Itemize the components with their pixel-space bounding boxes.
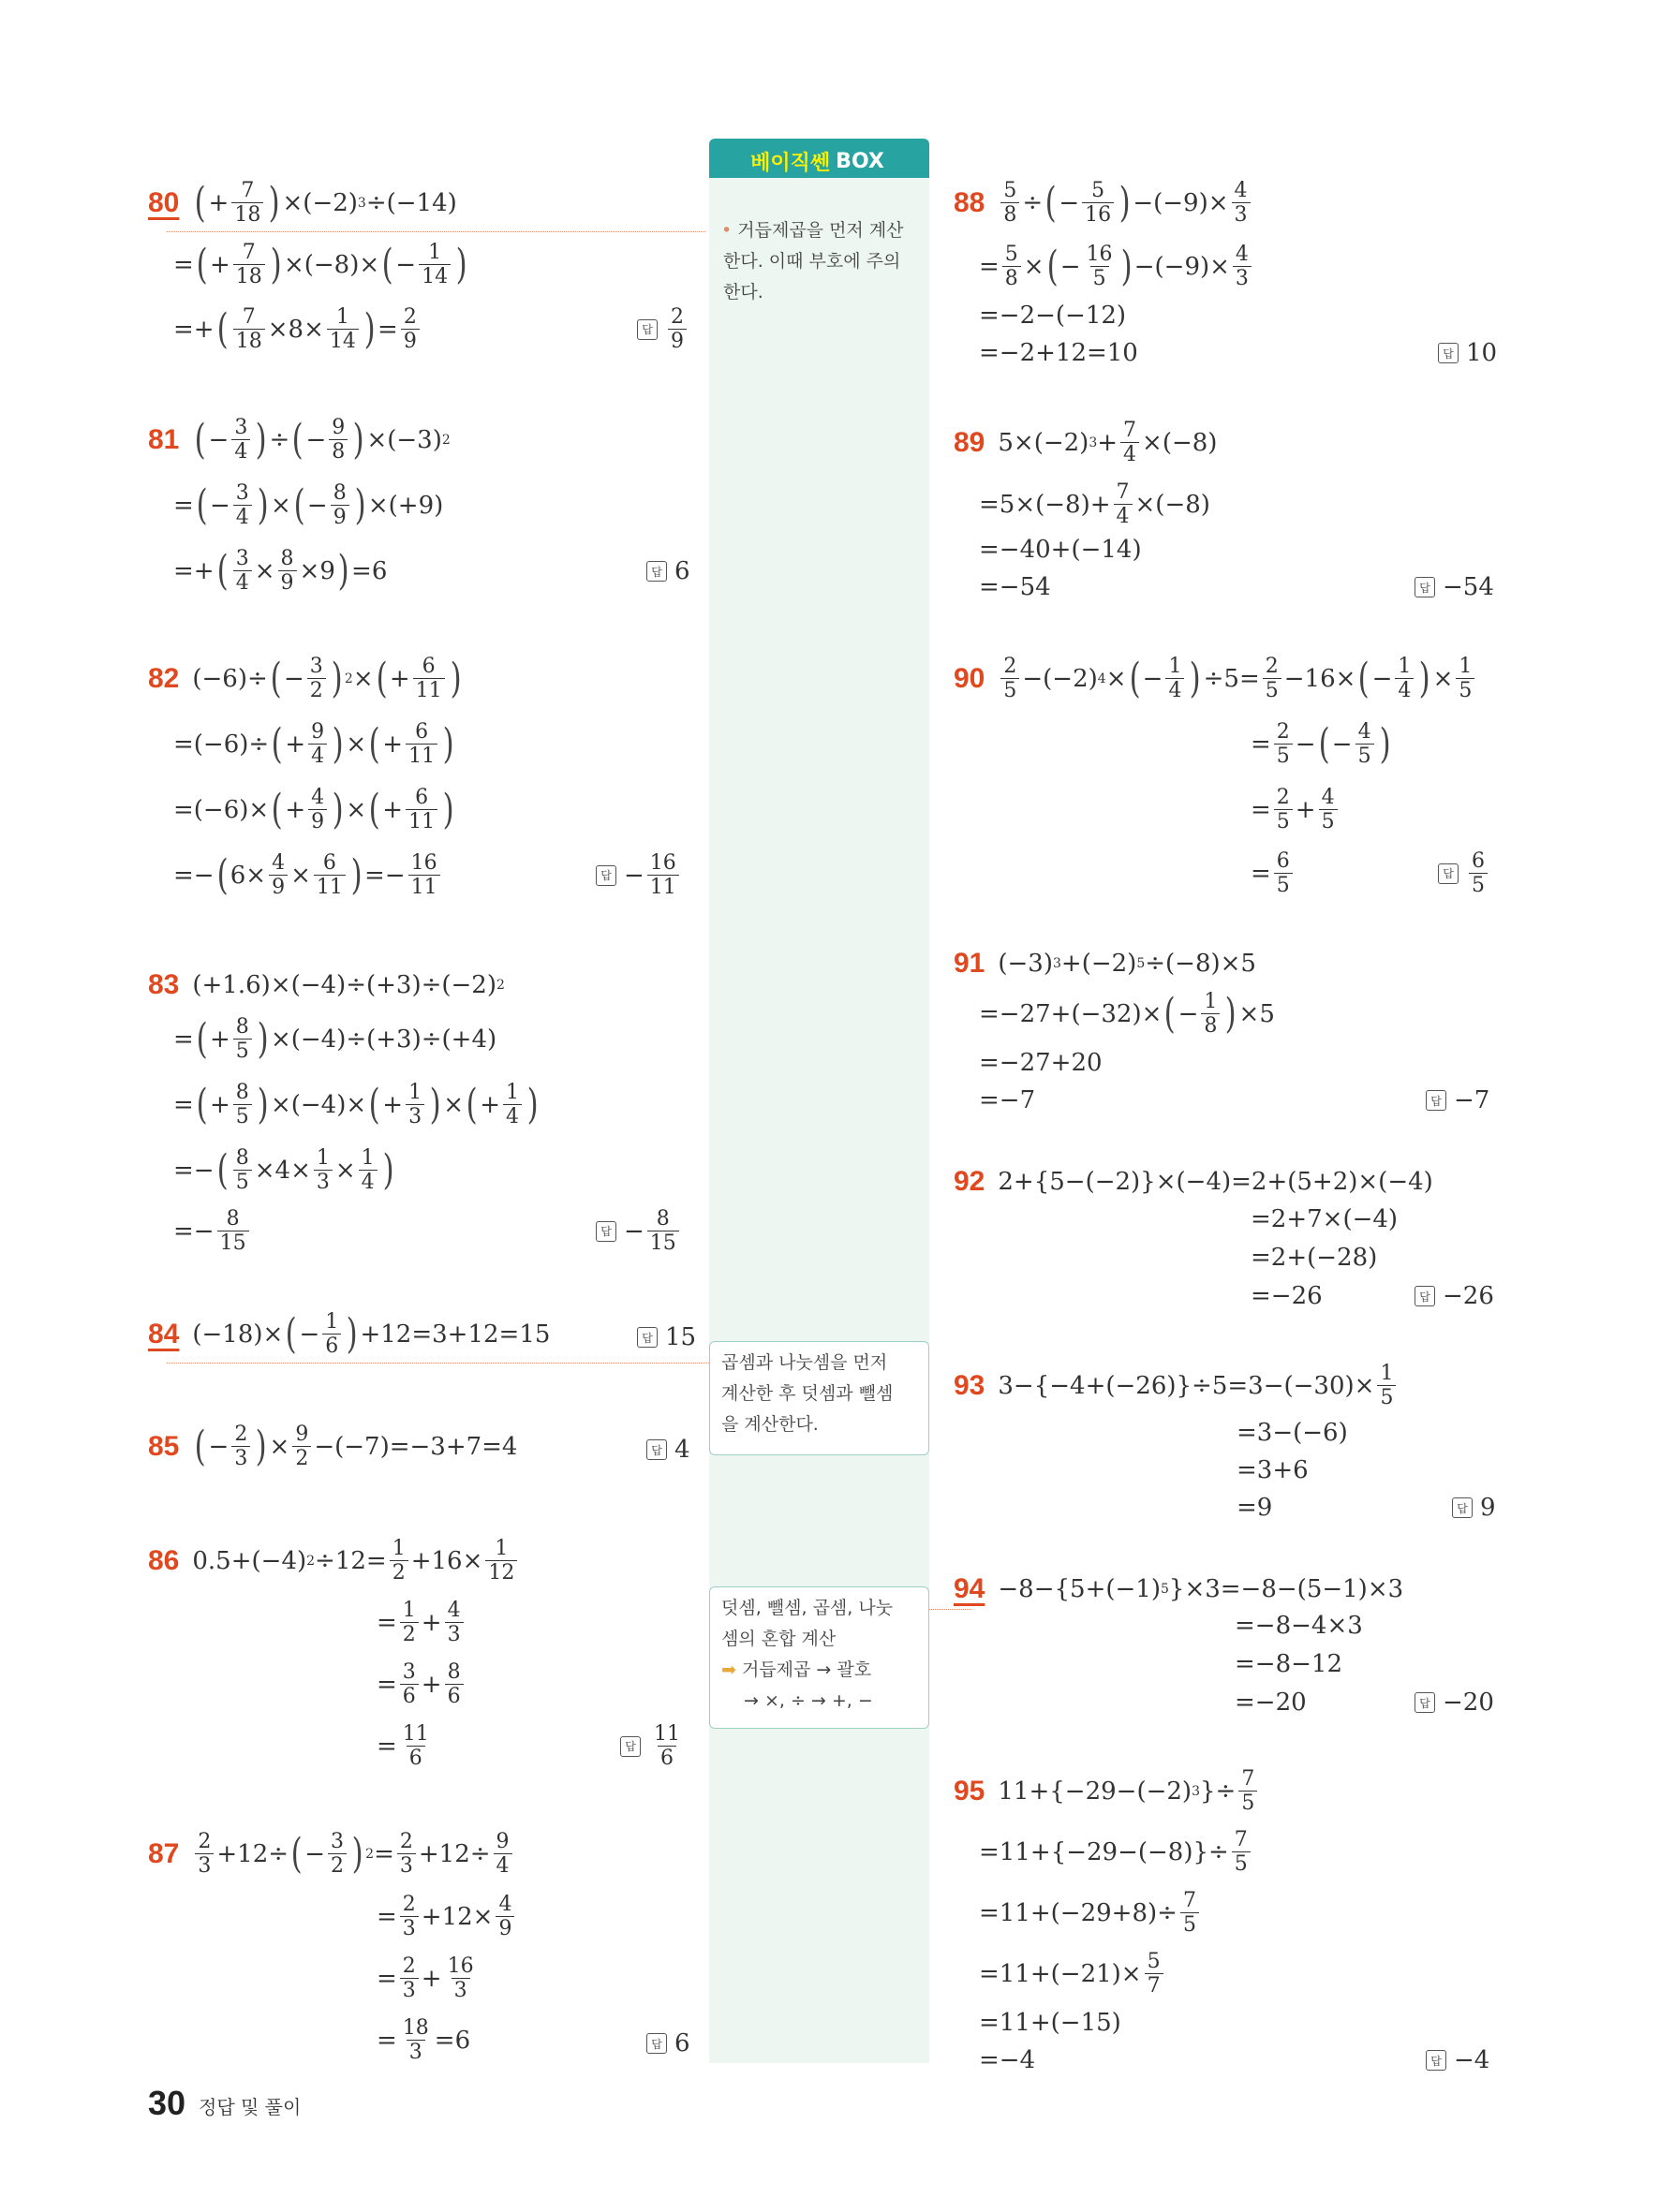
p82-line3: =(−6)× ( + $\frac{4}{9}$ ) × ( + $\frac{6}{11}$ ) [173, 785, 454, 834]
answer-value: −54 [1443, 573, 1494, 601]
answer-icon: 답 [596, 1221, 616, 1242]
p87-line3: = $\frac{2}{3}$ + $\frac{16}{3}$ [377, 1954, 474, 2003]
problem-number: 91 [954, 948, 985, 979]
p81-line3: =+ ( $\frac{3}{4}$ × $\frac{8}{9}$ ×9 ) =6 [173, 546, 388, 596]
problem-number: 80 [148, 186, 180, 218]
page-number: 30 [148, 2084, 186, 2122]
p88-line1: 88 $\frac{5}{8}$ ÷ ( − $\frac{5}{16}$ ) −(−9)× $\frac{4}{3}$ [954, 180, 1253, 226]
answer-icon: 답 [646, 1439, 667, 1460]
p94-line4: =−20 [1235, 1688, 1307, 1717]
p91-line2: =−27+(−32)× ( − $\frac{1}{8}$ ) ×5 [979, 989, 1275, 1039]
leader-80 [167, 231, 705, 232]
p92-line3: =2+(−28) [1251, 1244, 1378, 1272]
p83-line2: = ( + $\frac{8}{5}$ ) ×(−4)÷(+3)÷(+4) [173, 1014, 497, 1064]
problem-number: 86 [148, 1544, 180, 1576]
p91-line1: 91 (−3) 3 +(−2) 5 ÷(−8)×5 [954, 948, 1256, 979]
p93-line1: 93 3−{−4+(−26)}÷5=3−(−30)× $\frac{1}{5}$ [954, 1363, 1399, 1408]
p90-line4: = $\frac{6}{5}$ [1251, 850, 1296, 896]
answer-value: 6 [674, 2029, 690, 2057]
answer-value: −4 [1454, 2046, 1490, 2074]
answer-value: 4 [674, 1436, 690, 1464]
answer-icon: 답 [1415, 1692, 1435, 1713]
p90-line2: = $\frac{2}{5}$ − ( − $\frac{4}{5}$ ) [1251, 719, 1391, 769]
answer-value: 10 [1466, 339, 1498, 367]
arrow-icon: ➡ [721, 1659, 736, 1680]
answer-value: 9 [1480, 1494, 1496, 1522]
p89-line4: =−54 [979, 573, 1051, 601]
note-80-line1: 거듭제곱을 먼저 계산 [737, 220, 904, 241]
p81-line1: 81 ( − $\frac{3}{4}$ ) ÷ ( − $\frac{9}{8}$ ) ×(−3) 2 [148, 415, 451, 465]
answer-88 [1438, 339, 1497, 367]
note-80-line3: 한다. [723, 282, 763, 302]
p86-line3: = $\frac{3}{6}$ + $\frac{8}{6}$ [377, 1661, 467, 1707]
note-80-line2: 한다. 이때 부호에 주의 [723, 251, 901, 272]
note-94-line3: 거듭제곱 → 괄호 [741, 1659, 872, 1680]
sidebar-box [709, 157, 929, 2063]
answer-icon: 답 [1426, 2050, 1446, 2071]
answer-value: −26 [1443, 1282, 1494, 1310]
answer-value: −7 [1454, 1086, 1490, 1114]
answer-85 [646, 1436, 690, 1464]
problem-number: 85 [148, 1430, 180, 1462]
note-84 [709, 1341, 929, 1455]
p83-line5: =− $\frac{8}{15}$ [173, 1208, 252, 1254]
p90-line3: = $\frac{2}{5}$ + $\frac{4}{5}$ [1251, 787, 1341, 833]
p83-line3: = ( + $\frac{8}{5}$ ) ×(−4)× ( + $\frac{1}{3}$ ) × ( + $\frac{1}{4}$ ) [173, 1080, 539, 1129]
p92-line4: =−26 [1251, 1282, 1323, 1310]
problem-number: 93 [954, 1369, 985, 1401]
p93-line4: =9 [1237, 1494, 1273, 1522]
p92-line2: =2+7×(−4) [1251, 1205, 1399, 1233]
p83-line4: =− ( $\frac{8}{5}$ ×4× $\frac{1}{3}$ × $\frac{1}{4}$ ) [173, 1145, 394, 1195]
p87-line1: 87 $\frac{2}{3}$ +12÷ ( − $\frac{3}{2}$ ) 2 = $\frac{2}{3}$ +12÷ $\frac{9}{4}$ [148, 1831, 515, 1877]
answer-95 [1426, 2046, 1489, 2074]
p82-line2: =(−6)÷ ( + $\frac{9}{4}$ ) × ( + $\frac{6}{11}$ ) [173, 719, 454, 769]
answer-86: 답 $\frac{11}{6}$ [620, 1723, 686, 1769]
answer-83: 답 − $\frac{8}{15}$ [596, 1208, 682, 1254]
answer-icon: 답 [1415, 577, 1435, 597]
leader-94 [929, 1609, 971, 1610]
answer-icon: 답 [1438, 863, 1459, 884]
problem-number: 83 [148, 969, 180, 1000]
footer-label: 정답 및 풀이 [199, 2096, 302, 2118]
answer-icon: 답 [620, 1736, 641, 1757]
p89-line2: =5×(−8)+ $\frac{7}{4}$ ×(−8) [979, 480, 1210, 529]
answer-81 [646, 557, 690, 585]
p91-line4: =−7 [979, 1086, 1036, 1114]
problem-number: 89 [954, 426, 985, 458]
p91-line3: =−27+20 [979, 1049, 1103, 1077]
answer-82: 답 − $\frac{16}{11}$ [596, 852, 682, 898]
p87-line4: = $\frac{18}{3}$ =6 [377, 2016, 471, 2065]
p86-line1: 86 0.5+(−4) 2 ÷12= $\frac{1}{2}$ +16× $\frac{1}{12}$ [148, 1538, 520, 1584]
answer-87 [646, 2029, 690, 2057]
answer-92 [1415, 1282, 1494, 1310]
p85-line1: 85 ( − $\frac{2}{3}$ ) × $\frac{9}{2}$ −(−7)=−3+7=4 [148, 1422, 518, 1471]
answer-icon: 답 [1438, 343, 1459, 363]
box-title [740, 144, 895, 178]
p95-line4: =11+(−21)× $\frac{5}{7}$ [979, 1951, 1166, 1997]
p89-line1: 89 5×(−2) 3 + $\frac{7}{4}$ ×(−8) [954, 419, 1218, 467]
answer-icon: 답 [1415, 1286, 1435, 1306]
p92-line1: 92 2+{5−(−2)}×(−4)=2+(5+2)×(−4) [954, 1166, 1433, 1197]
note-94-line1: 덧셈, 뺄셈, 곱셈, 나눗 [721, 1598, 894, 1618]
p94-line2: =−8−4×3 [1235, 1612, 1363, 1640]
answer-90: 답 $\frac{6}{5}$ [1438, 850, 1490, 896]
p90-line1: 90 $\frac{2}{5}$ −(−2) 4 × ( − $\frac{1}{4}$ ) ÷5= $\frac{2}{5}$ −16× ( − $\frac{1}{4}$ ) × $\frac{1}{5}$ [954, 656, 1477, 701]
answer-icon: 답 [646, 561, 667, 582]
answer-icon: 답 [637, 319, 658, 340]
answer-value: 6 [674, 557, 690, 585]
answer-icon: 답 [596, 865, 616, 886]
note-84-line2: 계산한 후 덧셈과 뺄셈 [721, 1383, 894, 1404]
box-title-korean: 베이직쎈 [750, 151, 831, 175]
note-94 [709, 1586, 929, 1729]
p95-line2: =11+{−29−(−8)}÷ $\frac{7}{5}$ [979, 1829, 1253, 1875]
leader-84 [167, 1363, 709, 1364]
p93-line2: =3−(−6) [1237, 1419, 1348, 1447]
note-94-line4: → ×, ÷ → +, − [744, 1690, 873, 1711]
p94-line3: =−8−12 [1235, 1650, 1342, 1678]
answer-icon: 답 [1452, 1497, 1473, 1518]
p88-line4: =−2+12=10 [979, 339, 1138, 367]
p89-line3: =−40+(−14) [979, 536, 1142, 564]
p94-line1: 94 −8−{5+(−1) 5 }×3=−8−(5−1)×3 [954, 1573, 1404, 1604]
answer-value: −20 [1443, 1688, 1494, 1717]
p93-line3: =3+6 [1237, 1456, 1309, 1484]
problem-number: 90 [954, 662, 985, 694]
problem-number: 87 [148, 1837, 180, 1869]
p84-line1: 84 (−18)× ( − $\frac{1}{6}$ ) +12=3+12=15 [148, 1309, 551, 1359]
problem-number: 95 [954, 1775, 985, 1806]
answer-84 [637, 1323, 696, 1351]
problem-number: 82 [148, 662, 180, 694]
p81-line2: = ( − $\frac{3}{4}$ ) × ( − $\frac{8}{9}$ ) ×(+9) [173, 480, 444, 530]
answer-icon: 답 [1426, 1090, 1446, 1111]
problem-number: 92 [954, 1166, 985, 1197]
problem-number: 84 [148, 1318, 180, 1349]
note-84-line3: 을 계산한다. [721, 1414, 819, 1435]
p82-line1: 82 (−6)÷ ( − $\frac{3}{2}$ ) 2 × ( + $\frac{6}{11}$ ) [148, 654, 462, 703]
answer-93 [1452, 1494, 1496, 1522]
p87-line2: = $\frac{2}{3}$ +12× $\frac{4}{9}$ [377, 1894, 517, 1939]
p95-line1: 95 11+{−29−(−2) 3 }÷ $\frac{7}{5}$ [954, 1768, 1260, 1814]
answer-91 [1426, 1086, 1489, 1114]
p80-line2: = ( + $\frac{7}{18}$ ) ×(−8)× ( − $\frac{1}{14}$ ) [173, 240, 467, 289]
answer-icon: 답 [646, 2033, 667, 2054]
p95-line5: =11+(−15) [979, 2009, 1121, 2037]
answer-value: 15 [665, 1323, 697, 1351]
p95-line6: =−4 [979, 2046, 1036, 2074]
problem-number: 81 [148, 423, 180, 455]
problem-number: 88 [954, 186, 985, 218]
p88-line2: = $\frac{5}{8}$ × ( − $\frac{16}{5}$ ) −(−9)× $\frac{4}{3}$ [979, 243, 1254, 289]
p86-line4: = $\frac{11}{6}$ [377, 1722, 429, 1771]
note-94-line2: 셈의 혼합 계산 [721, 1629, 837, 1649]
p86-line2: = $\frac{1}{2}$ + $\frac{4}{3}$ [377, 1600, 467, 1645]
p80-line1: 80 ( + $\frac{7}{18}$ ) ×(−2) 3 ÷(−14) [148, 178, 457, 228]
note-84-line1: 곱셈과 나눗셈을 먼저 [721, 1352, 888, 1373]
answer-icon: 답 [637, 1327, 658, 1348]
answer-80: 답 $\frac{2}{9}$ [637, 306, 689, 352]
answer-89 [1415, 573, 1494, 601]
p95-line3: =11+(−29+8)÷ $\frac{7}{5}$ [979, 1890, 1202, 1936]
p83-line1: 83 (+1.6)×(−4)÷(+3)÷(−2) 2 [148, 969, 505, 1000]
p80-line3: =+ ( $\frac{7}{18}$ ×8× $\frac{1}{14}$ ) = $\frac{2}{9}$ [173, 306, 422, 352]
box-title-box: BOX [836, 149, 884, 173]
p82-line4: =− ( 6× $\frac{4}{9}$ × $\frac{6}{11}$ ) =− $\frac{16}{11}$ [173, 852, 443, 898]
answer-94 [1415, 1688, 1494, 1717]
note-80: • 거듭제곱을 먼저 계산 한다. 이때 부호에 주의 한다. [721, 215, 904, 308]
problem-number: 94 [954, 1573, 985, 1604]
p88-line3: =−2−(−12) [979, 302, 1127, 330]
